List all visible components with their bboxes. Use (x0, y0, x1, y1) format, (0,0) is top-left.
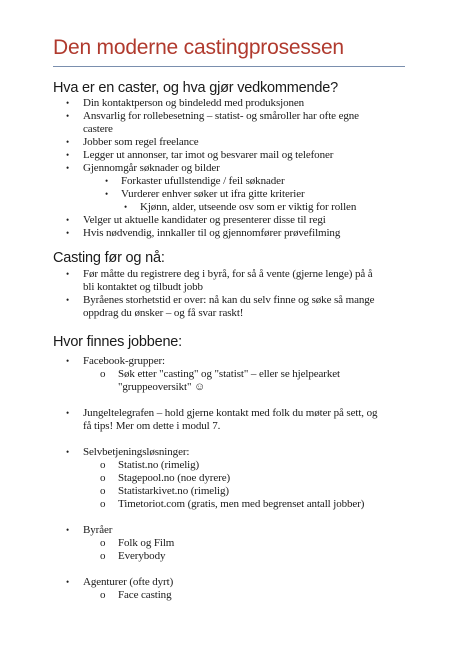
document-title: Den moderne castingprosessen (53, 36, 344, 59)
sub-list-item: Everybody (118, 550, 166, 562)
list-item-continuation: castere (83, 123, 113, 135)
section-heading-jobs: Hvor finnes jobbene: (53, 334, 182, 350)
bullet-glyph: • (66, 163, 70, 173)
sub-list-item: Vurderer enhver søker ut ifra gitte kriterier (121, 188, 305, 200)
sub-list-item: Folk og Film (118, 537, 175, 549)
bullet-glyph: • (105, 176, 109, 186)
list-item: Byråer (83, 524, 113, 536)
bullet-glyph: • (66, 269, 70, 279)
bullet-glyph: • (105, 189, 109, 199)
circle-bullet-glyph: o (100, 485, 106, 497)
sub-list-item: Forkaster ufullstendige / feil søknader (121, 175, 285, 187)
title-underline (53, 66, 405, 67)
section-heading-caster: Hva er en caster, og hva gjør vedkommende? (53, 80, 338, 96)
list-item-continuation: få tips! Mer om dette i modul 7. (83, 420, 221, 432)
section-heading-casting: Casting før og nå: (53, 250, 165, 266)
circle-bullet-glyph: o (100, 498, 106, 510)
bullet-glyph: • (66, 447, 70, 457)
bullet-glyph: • (66, 215, 70, 225)
bullet-glyph: • (124, 202, 128, 212)
sub-list-item-continuation: "gruppeoversikt" ☺ (118, 381, 206, 393)
bullet-glyph: • (66, 98, 70, 108)
bullet-glyph: • (66, 408, 70, 418)
sub-list-item: Statistarkivet.no (rimelig) (118, 485, 229, 497)
list-item-continuation: bli kontaktet og tilbudt jobb (83, 281, 203, 293)
sub-list-item: Søk etter "casting" og "statist" – eller se hjelpearket (118, 368, 341, 380)
circle-bullet-glyph: o (100, 537, 106, 549)
sub-list-item: Statist.no (rimelig) (118, 459, 200, 471)
sub-list-item: Timetoriot.com (gratis, men med begrenset antall jobber) (118, 498, 365, 510)
list-item-continuation: oppdrag du ønsker – og få svar raskt! (83, 307, 244, 319)
list-item: Velger ut aktuelle kandidater og presenterer disse til regi (83, 214, 326, 226)
list-item: Agenturer (ofte dyrt) (83, 576, 174, 588)
bullet-glyph: • (66, 228, 70, 238)
circle-bullet-glyph: o (100, 550, 106, 562)
sub-list-item: Stagepool.no (noe dyrere) (118, 472, 231, 484)
list-item: Facebook-grupper: (83, 355, 165, 367)
circle-bullet-glyph: o (100, 589, 106, 601)
list-item: Gjennomgår søknader og bilder (83, 162, 220, 174)
circle-bullet-glyph: o (100, 472, 106, 484)
sub-sub-list-item: Kjønn, alder, utseende osv som er viktig for rollen (140, 201, 357, 213)
circle-bullet-glyph: o (100, 459, 106, 471)
list-item: Din kontaktperson og bindeledd med produksjonen (83, 97, 305, 109)
bullet-glyph: • (66, 137, 70, 147)
bullet-glyph: • (66, 150, 70, 160)
list-item: Jobber som regel freelance (83, 136, 199, 148)
list-item: Byråenes storhetstid er over: nå kan du selv finne og søke så mange (83, 294, 375, 306)
bullet-glyph: • (66, 295, 70, 305)
bullet-glyph: • (66, 577, 70, 587)
bullet-glyph: • (66, 525, 70, 535)
bullet-glyph: • (66, 356, 70, 366)
list-item: Jungeltelegrafen – hold gjerne kontakt med folk du møter på sett, og (83, 407, 378, 419)
bullet-glyph: • (66, 111, 70, 121)
list-item: Legger ut annonser, tar imot og besvarer mail og telefoner (83, 149, 334, 161)
list-item: Hvis nødvendig, innkaller til og gjennomfører prøvefilming (83, 227, 341, 239)
list-item: Ansvarlig for rollebesetning – statist- og småroller har ofte egne (83, 110, 359, 122)
circle-bullet-glyph: o (100, 368, 106, 380)
list-item: Selvbetjeningsløsninger: (83, 446, 190, 458)
list-item: Før måtte du registrere deg i byrå, for så å vente (gjerne lenge) på å (83, 268, 373, 280)
sub-list-item: Face casting (118, 589, 172, 601)
